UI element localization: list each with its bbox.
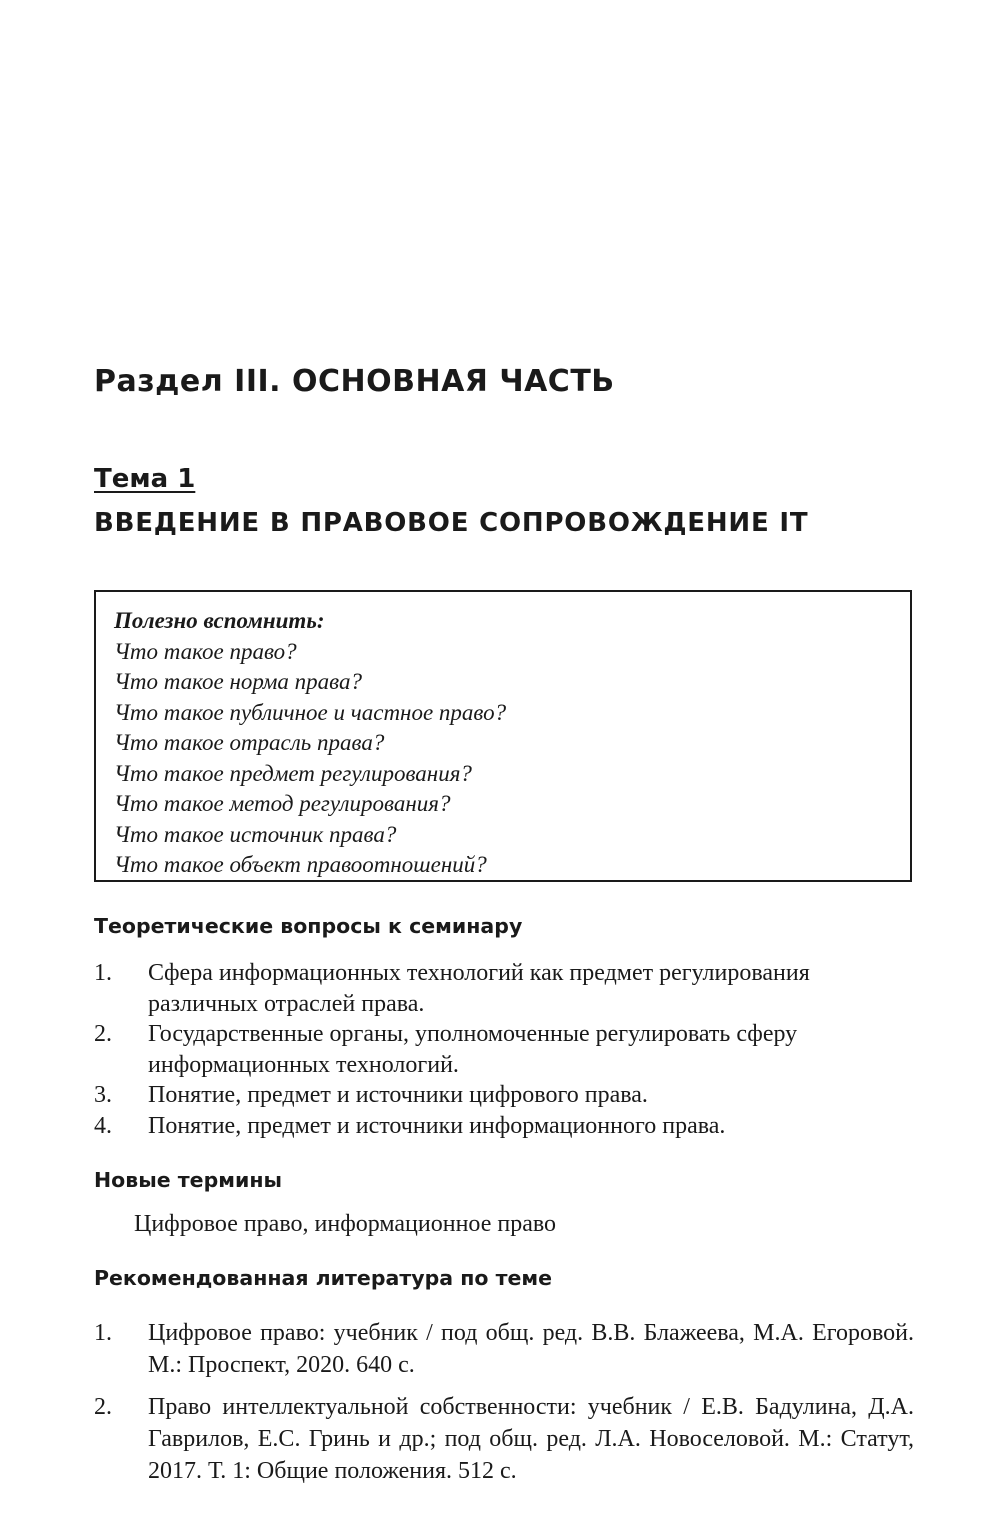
list-item-number: 2. (94, 1021, 112, 1047)
recall-question: Что такое отрасль права? (114, 730, 385, 755)
recall-question: Что такое объект правоотношений? (114, 852, 487, 877)
recall-question: Что такое предмет регулирования? (114, 760, 472, 786)
recall-question-list (114, 637, 910, 881)
literature-list (94, 1317, 914, 1487)
recall-title: Полезно вспомнить: (114, 608, 325, 633)
list-item-text: Сфера информационных технологий как предмет регулирования различных отраслей права. (148, 960, 810, 1017)
list-item (94, 958, 914, 1019)
list-item-text: Понятие, предмет и источники информационного права. (148, 1112, 726, 1139)
topic-label: Тема 1 (94, 464, 196, 494)
list-item-number: 2. (94, 1394, 112, 1420)
theory-question-list (94, 958, 914, 1141)
topic-title: ВВЕДЕНИЕ В ПРАВОВОЕ СОПРОВОЖДЕНИЕ IT (94, 508, 809, 538)
terms-text: Цифровое право, информационное право (134, 1211, 557, 1237)
recall-question: Что такое норма права? (114, 669, 362, 694)
list-item-text: Государственные органы, уполномоченные регулировать сферу информационных технологий. (148, 1021, 798, 1078)
recall-question: Что такое публичное и частное право? (114, 699, 507, 725)
terms-heading: Новые термины (94, 1168, 283, 1192)
section-heading: Раздел III. ОСНОВНАЯ ЧАСТЬ (94, 364, 615, 399)
list-item-number: 1. (94, 1320, 112, 1346)
recall-question: Что такое право? (114, 638, 297, 664)
list-item-text: Понятие, предмет и источники цифрового права. (148, 1082, 648, 1108)
list-item-text: Цифровое право: учебник / под общ. ред. В.В. Блажеева, М.А. Егоровой. М.: Проспект, 2020. 640 с. (148, 1320, 914, 1378)
recall-box (94, 590, 912, 882)
list-item (94, 1019, 914, 1080)
list-item-text: Право интеллектуальной собственности: учебник / Е.В. Бадулина, Д.А. Гаврилов, Е.С. Гринь и др.; под общ. ред. Л.А. Новоселовой. М.: Статут, 2017. Т. 1: Общие положения. 512 с. (148, 1394, 914, 1484)
recall-question: Что такое метод регулирования? (114, 791, 451, 816)
list-item (94, 1111, 914, 1142)
literature-heading: Рекомендованная литература по теме (94, 1266, 553, 1290)
list-item (94, 1317, 914, 1381)
list-item-number: 3. (94, 1082, 112, 1108)
theory-heading: Теоретические вопросы к семинару (94, 914, 523, 938)
list-item-number: 4. (94, 1112, 112, 1139)
list-item-number: 1. (94, 960, 112, 986)
list-item (94, 1080, 914, 1111)
recall-question: Что такое источник права? (114, 821, 397, 847)
list-item (94, 1391, 914, 1487)
